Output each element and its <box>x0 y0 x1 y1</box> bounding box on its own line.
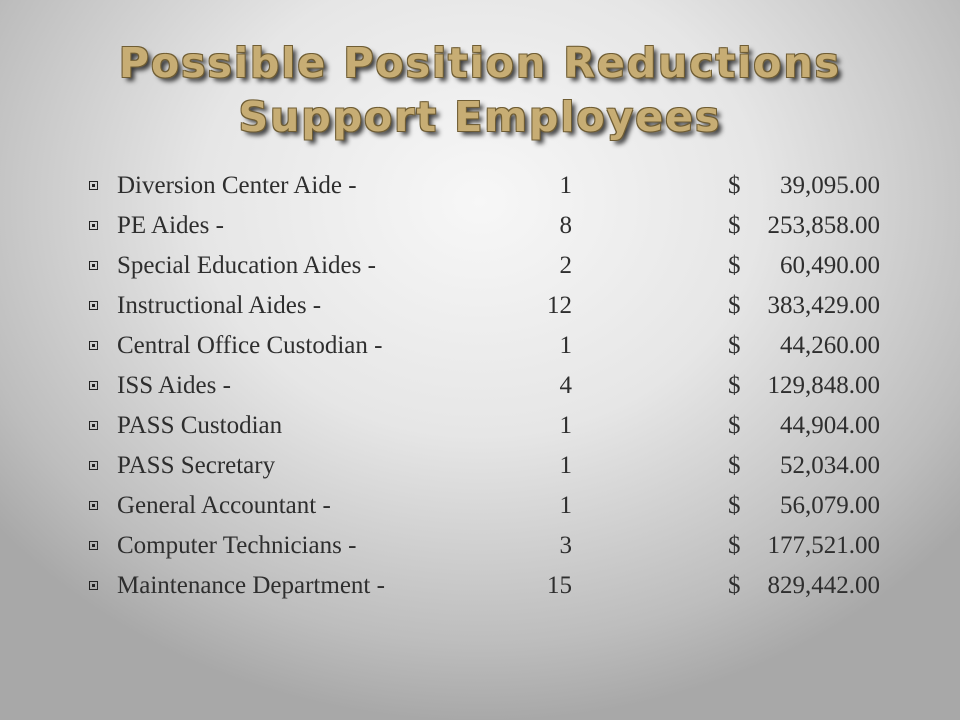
currency-symbol: $ <box>728 212 741 239</box>
title-line-2: Support Employees <box>238 93 722 141</box>
position-amount <box>728 252 880 280</box>
position-count: 3 <box>559 532 572 559</box>
currency-symbol: $ <box>728 332 741 359</box>
list-item <box>0 248 960 288</box>
position-label: Central Office Custodian - <box>117 332 383 359</box>
square-bullet-icon <box>89 261 98 270</box>
square-bullet-icon <box>89 181 98 190</box>
title-line-1: Possible Position Reductions <box>118 39 842 87</box>
position-amount <box>728 172 880 200</box>
currency-symbol: $ <box>728 492 741 519</box>
position-count: 4 <box>559 372 572 399</box>
position-amount <box>728 372 880 400</box>
position-amount <box>728 572 880 600</box>
amount-value: 383,429.00 <box>767 292 880 319</box>
amount-value: 60,490.00 <box>780 252 880 279</box>
position-label: Maintenance Department - <box>117 572 385 599</box>
position-count: 1 <box>559 412 572 439</box>
amount-value: 56,079.00 <box>780 492 880 519</box>
position-count: 1 <box>559 172 572 199</box>
square-bullet-icon <box>89 541 98 550</box>
square-bullet-icon <box>89 421 98 430</box>
amount-value: 44,260.00 <box>780 332 880 359</box>
position-label: Instructional Aides - <box>117 292 322 319</box>
list-item <box>0 408 960 448</box>
position-amount <box>728 212 880 240</box>
square-bullet-icon <box>89 461 98 470</box>
position-label: PASS Secretary <box>117 452 276 479</box>
currency-symbol: $ <box>728 372 741 399</box>
position-label: ISS Aides - <box>117 372 231 399</box>
currency-symbol: $ <box>728 292 741 319</box>
amount-value: 253,858.00 <box>767 212 880 239</box>
list-item <box>0 368 960 408</box>
square-bullet-icon <box>89 501 98 510</box>
amount-value: 39,095.00 <box>780 172 880 199</box>
amount-value: 129,848.00 <box>767 372 880 399</box>
position-list <box>0 168 960 608</box>
position-count: 12 <box>547 292 572 319</box>
list-item <box>0 288 960 328</box>
position-label: PASS Custodian <box>117 412 283 439</box>
position-amount <box>728 292 880 320</box>
position-count: 8 <box>559 212 572 239</box>
position-amount <box>728 452 880 480</box>
list-item <box>0 568 960 608</box>
list-item <box>0 528 960 568</box>
list-item <box>0 448 960 488</box>
square-bullet-icon <box>89 581 98 590</box>
position-amount <box>728 412 880 440</box>
position-count: 1 <box>559 492 572 519</box>
list-item <box>0 488 960 528</box>
position-count: 1 <box>559 452 572 479</box>
position-label: PE Aides - <box>117 212 224 239</box>
square-bullet-icon <box>89 301 98 310</box>
position-count: 15 <box>547 572 572 599</box>
position-amount <box>728 492 880 520</box>
position-label: General Accountant - <box>117 492 331 519</box>
amount-value: 44,904.00 <box>780 412 880 439</box>
currency-symbol: $ <box>728 452 741 479</box>
square-bullet-icon <box>89 341 98 350</box>
currency-symbol: $ <box>728 252 741 279</box>
position-count: 1 <box>559 332 572 359</box>
slide-title <box>0 36 960 144</box>
amount-value: 52,034.00 <box>780 452 880 479</box>
list-item <box>0 328 960 368</box>
currency-symbol: $ <box>728 532 741 559</box>
position-amount <box>728 532 880 560</box>
square-bullet-icon <box>89 221 98 230</box>
amount-value: 829,442.00 <box>767 572 880 599</box>
currency-symbol: $ <box>728 572 741 599</box>
currency-symbol: $ <box>728 172 741 199</box>
position-label: Diversion Center Aide - <box>117 172 357 199</box>
list-item <box>0 208 960 248</box>
amount-value: 177,521.00 <box>767 532 880 559</box>
square-bullet-icon <box>89 381 98 390</box>
position-count: 2 <box>559 252 572 279</box>
position-label: Computer Technicians - <box>117 532 357 559</box>
currency-symbol: $ <box>728 412 741 439</box>
list-item <box>0 168 960 208</box>
position-amount <box>728 332 880 360</box>
position-label: Special Education Aides - <box>117 252 376 279</box>
